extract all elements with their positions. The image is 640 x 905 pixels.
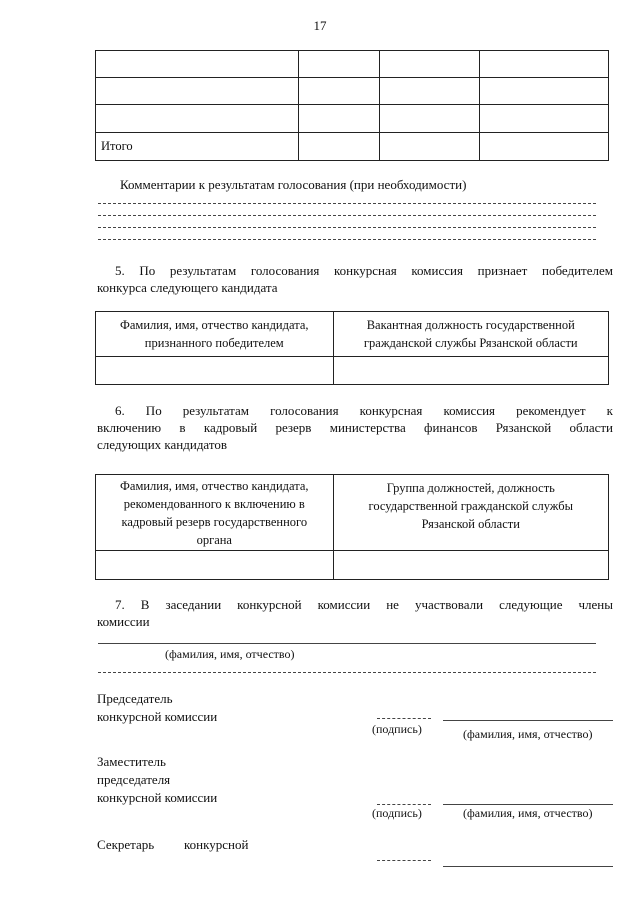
section-6-line: 6. По результатам голосования конкурсная комиссия рекомендует к xyxy=(115,403,613,418)
chairman-signature-caption: (подпись) xyxy=(372,722,422,736)
section-5-line: 5. По результатам голосования конкурсная комиссия признает победителем xyxy=(115,263,613,278)
votes-table xyxy=(95,50,609,161)
reserve-col-name-header: Фамилия, имя, отчество кандидата, рекомендованного к включению в кадровый резерв государственного органа xyxy=(96,475,334,551)
table-header-row xyxy=(96,475,609,551)
section-7-text xyxy=(97,596,613,630)
winner-col-position-header: Вакантная должность государственной гражданской службы Рязанской области xyxy=(333,312,608,357)
secretary-fio-line xyxy=(443,866,613,867)
section-6-text xyxy=(97,402,613,453)
section-6-line: следующих кандидатов xyxy=(97,437,228,452)
table-row xyxy=(96,357,609,385)
secretary-signature-line xyxy=(377,860,431,861)
absent-fio-caption: (фамилия, имя, отчество) xyxy=(165,647,295,661)
section-5-text xyxy=(97,262,613,296)
table-row xyxy=(96,78,609,105)
chairman-title: Председатель конкурсной комиссии xyxy=(97,691,218,724)
winner-col-name-header: Фамилия, имя, отчество кандидата, признанного победителем xyxy=(96,312,334,357)
comment-line xyxy=(98,227,596,228)
page-number: 17 xyxy=(313,18,327,33)
deputy-title: Заместитель председателя конкурсной комиссии xyxy=(97,754,218,805)
absent-members-line xyxy=(98,643,596,644)
chairman-signature-line xyxy=(377,718,431,719)
absent-members-line xyxy=(98,672,596,673)
comment-line xyxy=(98,239,596,240)
deputy-fio-caption: (фамилия, имя, отчество) xyxy=(463,806,593,820)
table-row xyxy=(96,105,609,133)
reserve-col-position-header: Группа должностей, должность государственной гражданской службы Рязанской области xyxy=(333,475,608,551)
table-row xyxy=(96,51,609,78)
deputy-signature-line xyxy=(377,804,431,805)
comment-line xyxy=(98,215,596,216)
table-header-row xyxy=(96,312,609,357)
secretary-title-word: Секретарь xyxy=(97,837,155,852)
table-row-total xyxy=(96,133,609,161)
winner-table xyxy=(95,311,609,385)
comments-label: Комментарии к результатам голосования (при необходимости) xyxy=(120,177,467,192)
section-7-line: комиссии xyxy=(97,614,150,629)
deputy-fio-line xyxy=(443,804,613,805)
comment-line xyxy=(98,203,596,204)
chairman-fio-line xyxy=(443,720,613,721)
table-row xyxy=(96,551,609,580)
reserve-table xyxy=(95,474,609,580)
section-6-line: включению в кадровый резерв министерства финансов Рязанской области xyxy=(97,420,613,435)
section-5-line: конкурса следующего кандидата xyxy=(97,280,278,295)
section-7-line: 7. В заседании конкурсной комиссии не участвовали следующие члены xyxy=(115,597,613,612)
deputy-signature-caption: (подпись) xyxy=(372,806,422,820)
total-label: Итого xyxy=(96,133,299,161)
chairman-fio-caption: (фамилия, имя, отчество) xyxy=(463,727,593,741)
secretary-title-word: конкурсной xyxy=(184,837,249,852)
